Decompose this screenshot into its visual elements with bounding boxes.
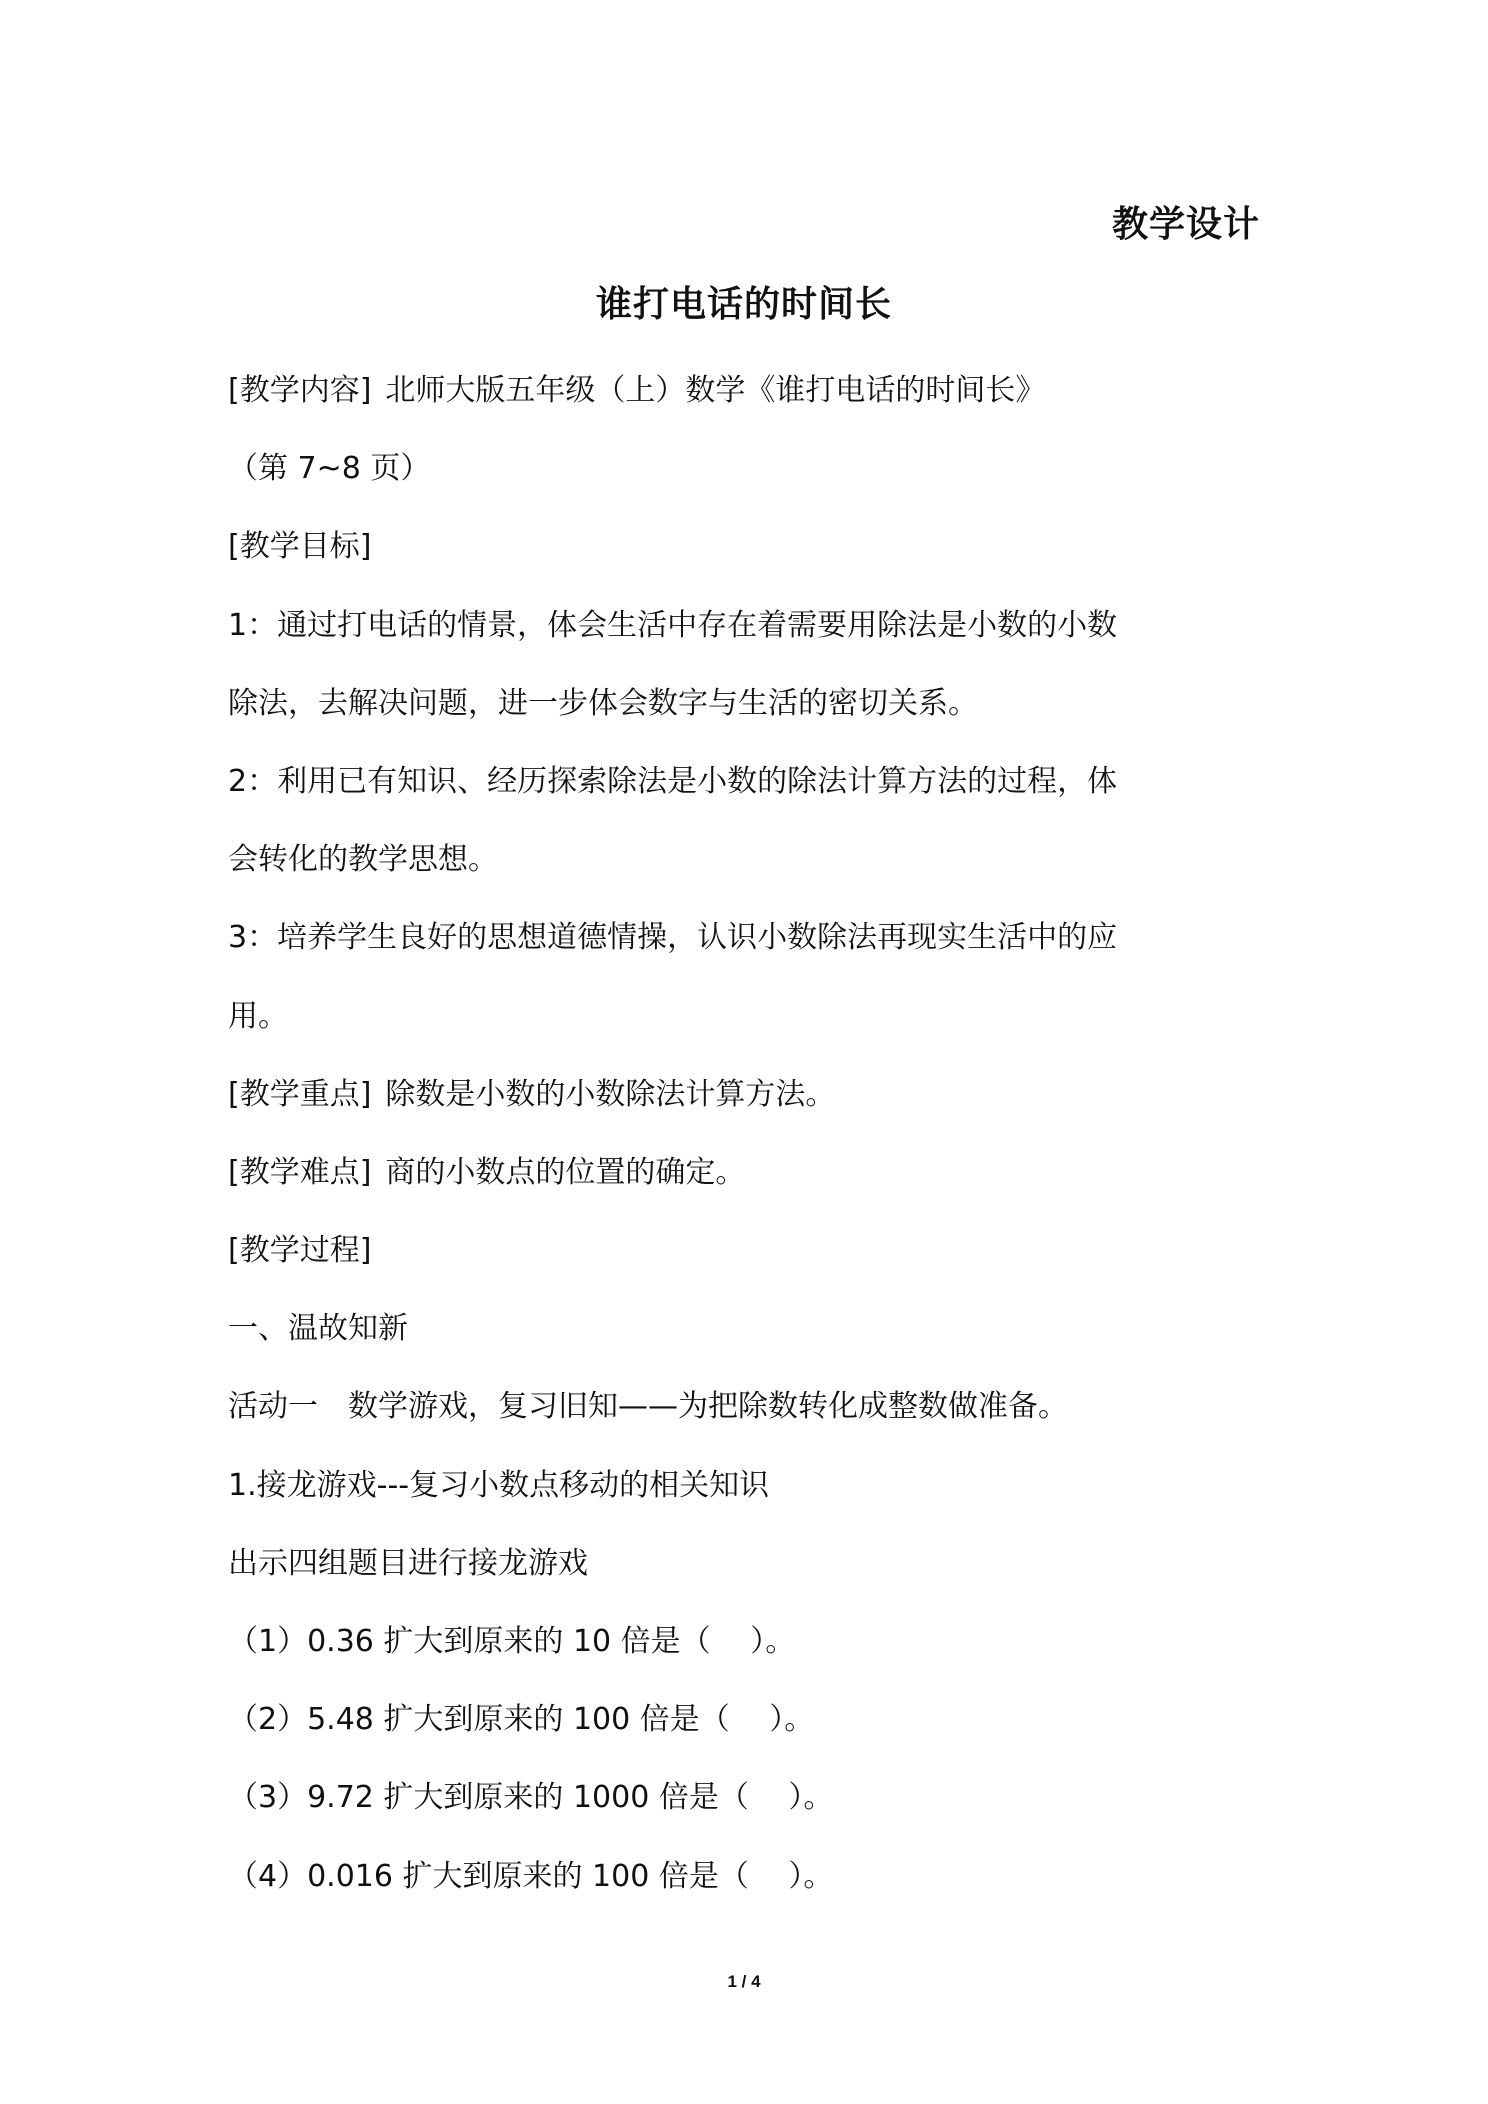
key-point-line: [228, 1056, 1260, 1134]
exercise-item-1: （1）0.36 扩大到原来的 10 倍是（ ）。: [228, 1624, 796, 1659]
objective-3-line-2: 用。: [228, 998, 288, 1034]
section-tag: [教学重点]: [228, 1076, 372, 1112]
objective-1-line-2: 除法，去解决问题，进一步体会数字与生活的密切关系。: [228, 685, 978, 721]
game-heading-line: 1.接龙游戏---复习小数点移动的相关知识: [228, 1467, 770, 1503]
difficulty-line: [228, 1134, 1260, 1212]
section-heading-process: [教学过程]: [228, 1233, 372, 1269]
teaching-content-line: [228, 352, 1260, 430]
document-type-label: 教学设计: [1111, 204, 1260, 245]
page-number: 1 / 4: [727, 1972, 761, 1991]
section-tag: [教学难点]: [228, 1154, 372, 1190]
objective-2-line-1: 2：利用已有知识、经历探索除法是小数的除法计算方法的过程，体: [228, 763, 1118, 799]
section-tag: [教学内容]: [228, 373, 372, 408]
exercise-item-2: （2）5.48 扩大到原来的 100 倍是（ ）。: [228, 1702, 815, 1738]
line-text: 北师大版五年级（上）数学《谁打电话的时间长》: [385, 373, 1046, 408]
page-range-line: （第 7~8 页）: [228, 451, 431, 487]
document-title: 谁打电话的时间长: [595, 284, 892, 325]
exercise-item-3: （3）9.72 扩大到原来的 1000 倍是（ ）。: [228, 1780, 834, 1816]
activity-line: 活动一 数学游戏，复习旧知——为把除数转化成整数做准备。: [228, 1389, 1068, 1425]
objective-3-line-1: 3：培养学生良好的思想道德情操，认识小数除法再现实生活中的应: [228, 920, 1118, 956]
instruction-line: 出示四组题目进行接龙游戏: [228, 1545, 588, 1581]
line-text: 除数是小数的小数除法计算方法。: [385, 1076, 836, 1112]
line-text: 商的小数点的位置的确定。: [385, 1154, 746, 1190]
subsection-heading: 一、温故知新: [228, 1311, 408, 1347]
objective-2-line-2: 会转化的教学思想。: [228, 842, 498, 878]
section-heading-objectives: [教学目标]: [228, 529, 372, 565]
exercise-item-4: （4）0.016 扩大到原来的 100 倍是（ ）。: [228, 1858, 834, 1894]
objective-1-line-1: 1：通过打电话的情景，体会生活中存在着需要用除法是小数的小数: [228, 607, 1118, 643]
document-body: [228, 352, 1260, 1916]
